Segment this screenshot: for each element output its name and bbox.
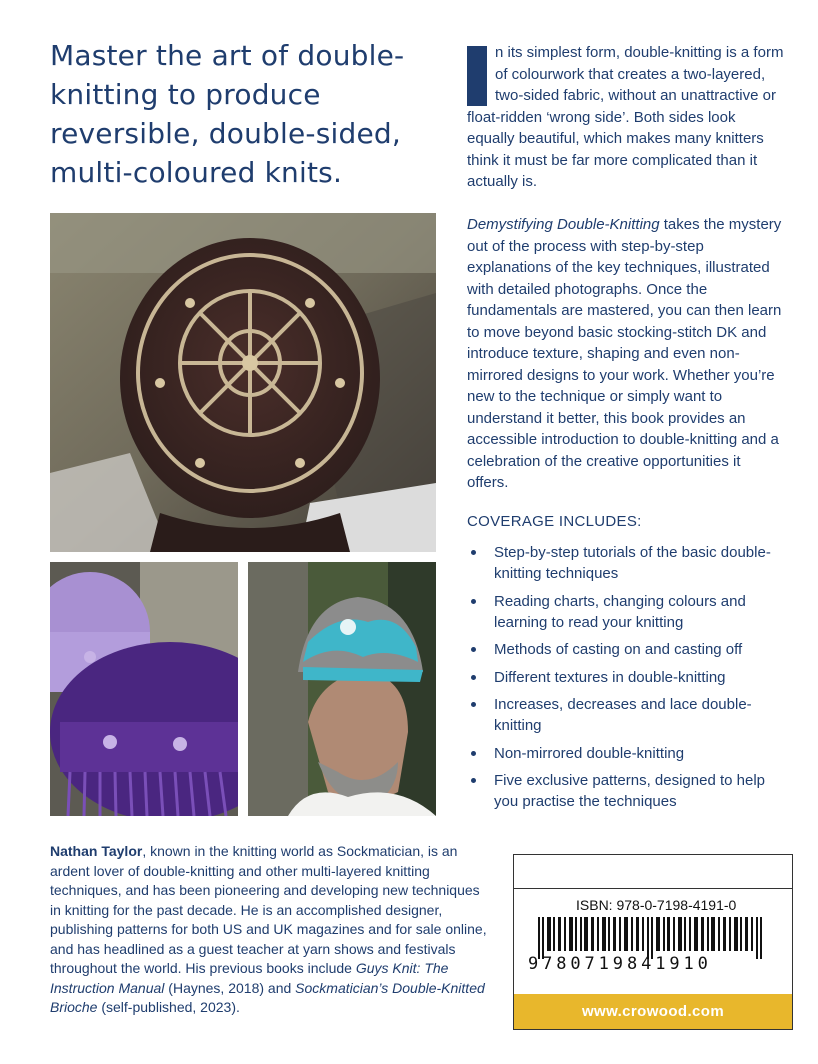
author-bio: Nathan Taylor, known in the knitting world as Sockmatician, is an ardent lover of double-knitting and other multi-layered knitting techniques, and has been pioneering and developing new techniques in knitting for the past decade. He is an accomplished designer, publishing patterns for both US and UK magazines and for sale online, and has headlined as a guest teacher at yarn shows and festivals throughout the world. His previous books include Guys Knit: The Instruction Manual (Haynes, 2018) and Sockmatician’s Double-Knitted Brioche (self-published, 2023). xyxy=(50,843,487,1015)
list-item: Five exclusive patterns, designed to help you practise the techniques xyxy=(467,770,785,812)
barcode-box xyxy=(513,854,793,1030)
list-item: Step-by-step tutorials of the basic double-knitting techniques xyxy=(467,542,785,584)
book-reference: Guys Knit: The Instruction Manual xyxy=(50,960,449,996)
divider xyxy=(514,888,792,889)
book-title: Demystifying Double-Knitting xyxy=(467,216,660,233)
website-link[interactable]: www.crowood.com xyxy=(514,994,792,1029)
list-item: Reading charts, changing colours and learning to read your knitting xyxy=(467,591,785,633)
book-reference: Sockmatician’s Double-Knitted Brioche xyxy=(50,979,485,1015)
bullet-icon xyxy=(471,550,476,555)
barcode-icon xyxy=(536,917,766,959)
bullet-icon xyxy=(471,751,476,756)
intro-text: n its simplest form, double-knitting is a form of colourwork that creates a two-layered, two-sided fabric, without an unattractive or float-ridden ‘wrong side’. Both sides look equally beautiful, which makes many knitters think it must be far more complicated than it actually is. xyxy=(467,44,784,190)
purple-hats-photo xyxy=(50,562,238,816)
coverage-list xyxy=(467,542,785,819)
bullet-icon xyxy=(471,778,476,783)
author-name: Nathan Taylor xyxy=(50,843,143,859)
barcode-digits: 9780719841910 xyxy=(528,954,712,974)
bullet-icon xyxy=(471,702,476,707)
bullet-icon xyxy=(471,599,476,604)
bullet-icon xyxy=(471,675,476,680)
list-item: Increases, decreases and lace double-knitting xyxy=(467,694,785,736)
description-text: takes the mystery out of the process with step-by-step explanations of the key techniques, illustrated with detailed photographs. Once the fundamentals are mastered, you can then learn to move beyond basic stocking-stitch DK and introduce texture, shaping and even non-mirrored designs to your work. Whether you’re new to the technique or simply want to understand it better, this book provides an accessible introduction to double-knitting and a celebration of the creative opportunities it offers. xyxy=(467,216,782,491)
description-paragraph xyxy=(467,214,785,494)
list-item: Non-mirrored double-knitting xyxy=(467,743,785,764)
list-item: Methods of casting on and casting off xyxy=(467,639,785,660)
intro-paragraph xyxy=(467,42,785,193)
bullet-icon xyxy=(471,647,476,652)
main-hat-photo xyxy=(50,213,436,552)
list-item: Different textures in double-knitting xyxy=(467,667,785,688)
isbn-text: ISBN: 978-0-7198-4191-0 xyxy=(576,897,737,913)
man-in-hat-photo xyxy=(248,562,436,816)
coverage-title: COVERAGE INCLUDES: xyxy=(467,513,642,530)
headline: Master the art of double-knitting to produce reversible, double-sided, multi-coloured knits. xyxy=(50,39,405,189)
drop-cap-block xyxy=(467,46,487,106)
